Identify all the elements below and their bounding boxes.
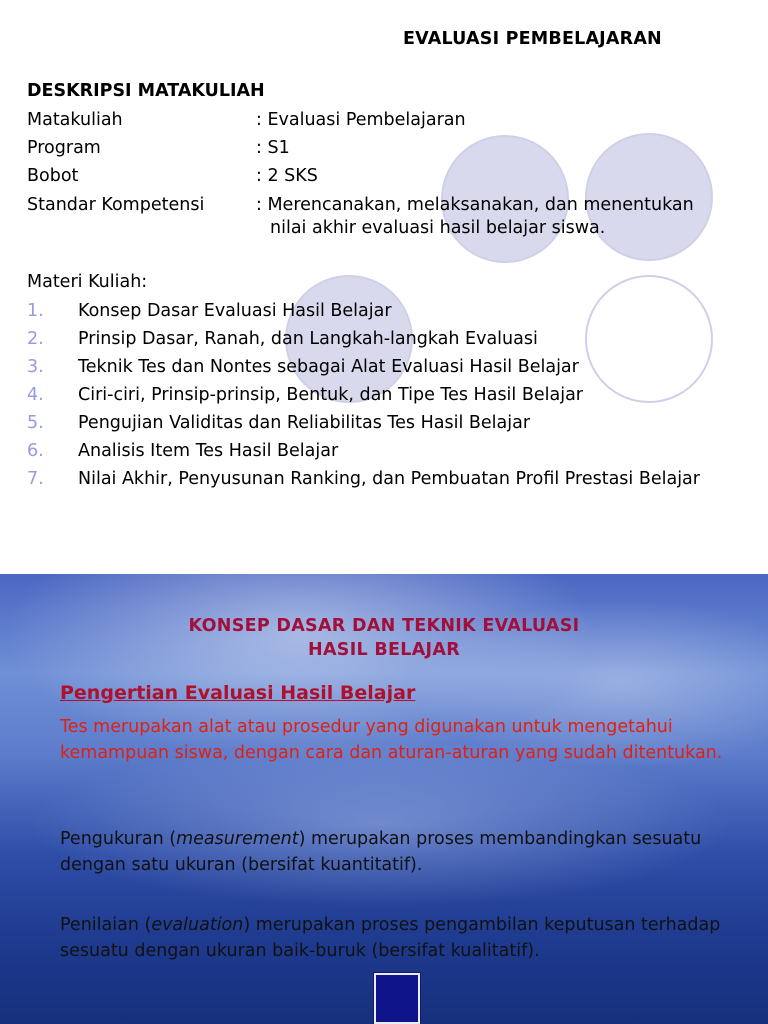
list-number: 6. xyxy=(27,441,44,461)
paragraph-italic-term: evaluation xyxy=(151,915,244,935)
slide-title xyxy=(0,614,768,662)
list-number: 4. xyxy=(27,385,44,405)
list-text: Ciri-ciri, Prinsip-prinsip, Bentuk, dan Tipe Tes Hasil Belajar xyxy=(78,385,583,405)
decorative-square-icon xyxy=(374,973,420,1024)
info-value-continued: nilai akhir evaluasi hasil belajar siswa. xyxy=(270,218,606,238)
list-number: 7. xyxy=(27,469,44,489)
list-text: Pengujian Validitas dan Reliabilitas Tes Hasil Belajar xyxy=(78,413,531,433)
info-label: Bobot xyxy=(27,166,79,186)
penilaian-paragraph xyxy=(60,912,760,964)
pengukuran-paragraph xyxy=(60,826,760,878)
list-number: 5. xyxy=(27,413,44,433)
list-text: Teknik Tes dan Nontes sebagai Alat Evaluasi Hasil Belajar xyxy=(78,357,579,377)
slide-title: EVALUASI PEMBELAJARAN xyxy=(403,29,662,49)
paragraph-text: Pengukuran ( xyxy=(60,829,177,849)
list-text: Prinsip Dasar, Ranah, dan Langkah-langkah Evaluasi xyxy=(78,329,538,349)
slide-title-line: KONSEP DASAR DAN TEKNIK EVALUASI xyxy=(188,616,580,636)
section-subheading: Pengertian Evaluasi Hasil Belajar xyxy=(60,682,416,704)
paragraph-italic-term: measurement xyxy=(176,829,299,849)
slide-title-line: HASIL BELAJAR xyxy=(308,640,460,660)
list-number: 3. xyxy=(27,357,44,377)
list-number: 2. xyxy=(27,329,44,349)
slide-konsep-dasar xyxy=(0,574,768,1024)
info-label: Matakuliah xyxy=(27,110,123,130)
info-value: : Merencanakan, melaksanakan, dan menentukan xyxy=(256,195,694,215)
info-label: Standar Kompetensi xyxy=(27,195,205,215)
paragraph-text: ) merupakan proses membandingkan sesuatu dengan satu ukuran (bersifat kuantitatif). xyxy=(60,829,702,875)
list-text: Analisis Item Tes Hasil Belajar xyxy=(78,441,339,461)
list-number: 1. xyxy=(27,301,44,321)
list-text: Konsep Dasar Evaluasi Hasil Belajar xyxy=(78,301,392,321)
paragraph-text: Penilaian ( xyxy=(60,915,152,935)
tes-definition-paragraph: Tes merupakan alat atau prosedur yang digunakan untuk mengetahui kemampuan siswa, dengan cara dan aturan-aturan yang sudah ditentukan. xyxy=(60,717,723,763)
materi-title: Materi Kuliah: xyxy=(27,272,148,292)
info-value: : Evaluasi Pembelajaran xyxy=(256,110,466,130)
paragraph-text: ) merupakan proses pengambilan keputusan terhadap sesuatu dengan ukuran baik-buruk (bersifat kualitatif). xyxy=(60,915,721,961)
info-value: : 2 SKS xyxy=(256,166,318,186)
list-text: Nilai Akhir, Penyusunan Ranking, dan Pembuatan Profil Prestasi Belajar xyxy=(78,469,700,489)
info-value: : S1 xyxy=(256,138,290,158)
info-label: Program xyxy=(27,138,101,158)
section-title: DESKRIPSI MATAKULIAH xyxy=(27,81,265,101)
